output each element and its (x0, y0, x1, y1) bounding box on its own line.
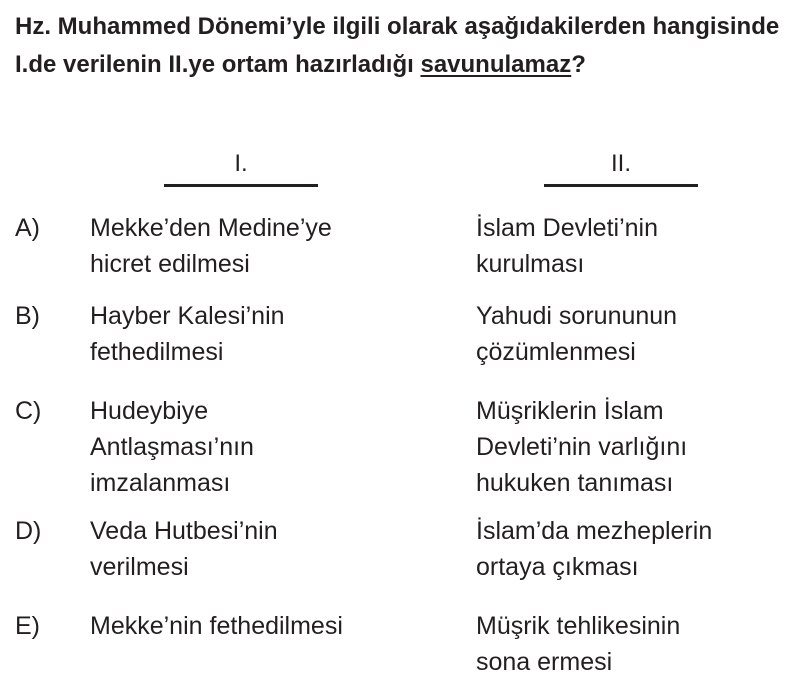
option-a-letter[interactable]: A) (15, 214, 40, 242)
option-b-letter[interactable]: B) (15, 302, 40, 330)
option-b-second: Yahudi sorununun çözümlenmesi (476, 302, 678, 366)
option-c-first: Hudeybiye Antlaşması’nın imzalanması (90, 397, 254, 497)
option-e-first: Mekke’nin fethedilmesi (90, 612, 343, 640)
question-emphasis: savunulamaz (420, 51, 572, 78)
option-d-letter[interactable]: D) (15, 517, 42, 545)
option-a-second: İslam Devleti’nin kurulması (476, 214, 659, 278)
column-header-second-rule (544, 184, 698, 187)
column-header-first (164, 150, 318, 187)
option-c-letter[interactable]: C) (15, 397, 42, 425)
option-b-first: Hayber Kalesi’nin fethedilmesi (90, 302, 285, 366)
option-e-letter[interactable]: E) (15, 612, 40, 640)
column-header-second-label: II. (610, 150, 631, 177)
option-d-second: İslam’da mezheplerin ortaya çıkması (476, 517, 713, 581)
option-a-first: Mekke’den Medine’ye hicret edilmesi (90, 214, 332, 278)
option-e-second: Müşrik tehlikesinin sona ermesi (476, 612, 681, 676)
question-text: Hz. Muhammed Dönemi’yle ilgili olarak aşağıdakilerden hangisinde I.de verilenin II.ye ortam hazırladığı (15, 13, 780, 78)
option-d-first: Veda Hutbesi’nin verilmesi (90, 517, 278, 581)
option-c-second: Müşriklerin İslam Devleti’nin varlığını hukuken tanıması (476, 397, 688, 497)
question-stem (15, 8, 785, 84)
column-header-first-rule (164, 184, 318, 187)
column-header-second (544, 150, 698, 187)
column-header-first-label: I. (234, 150, 248, 177)
question-mark: ? (571, 51, 586, 78)
